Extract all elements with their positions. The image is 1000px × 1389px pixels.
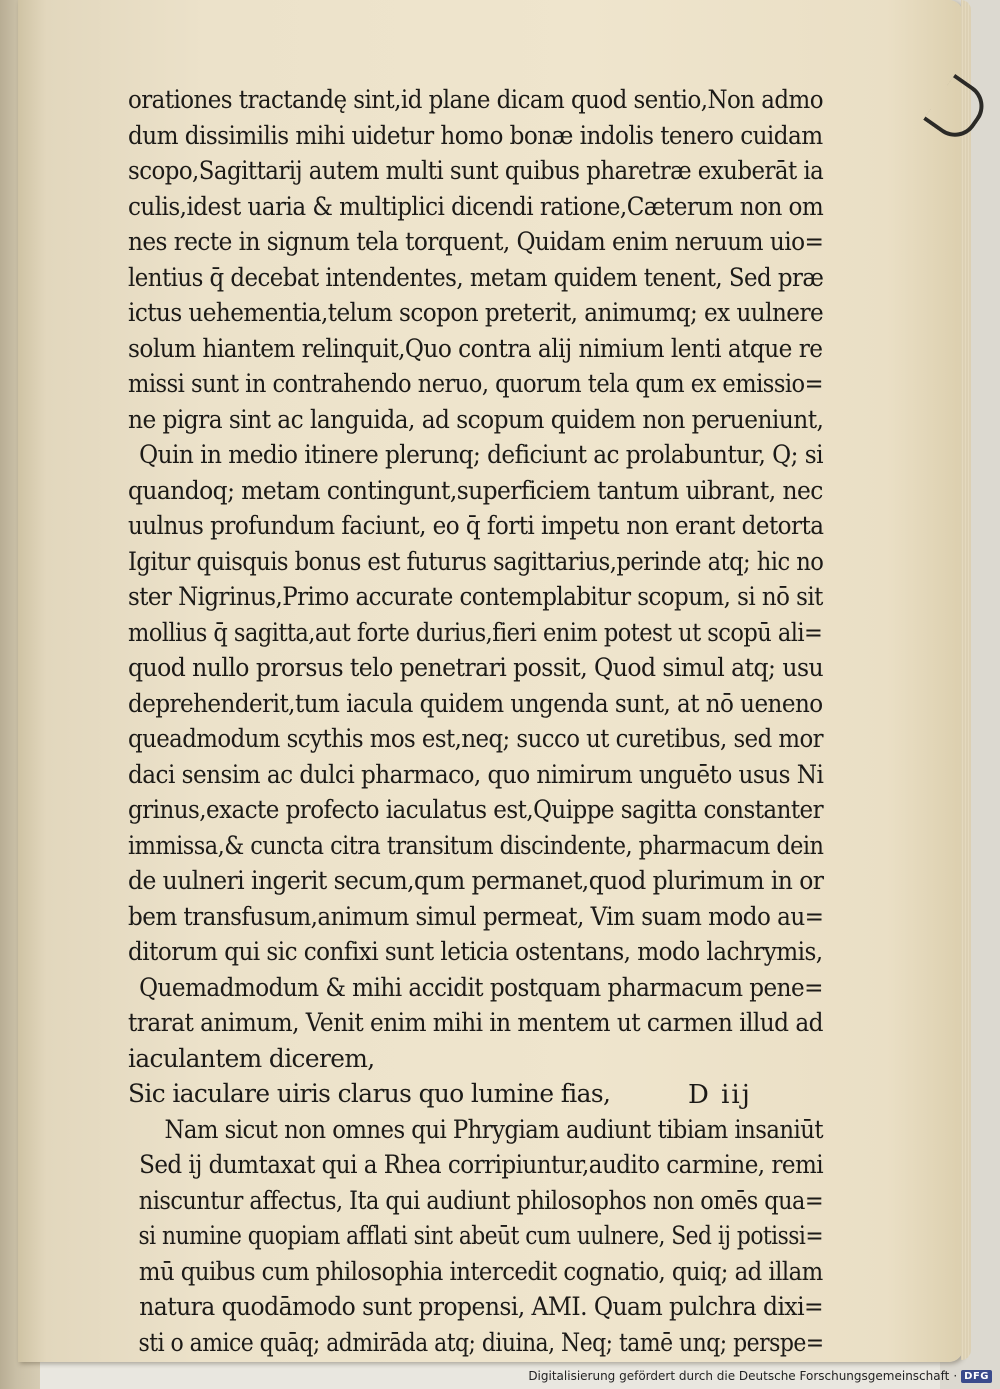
text-line: mū quibus cum philosophia intercedit cognatio, quiq; ad illam	[138, 1256, 823, 1286]
footer-separator: ·	[953, 1369, 958, 1383]
text-line: Quemadmodum & mihi accidit postquam pharmacum pene=	[139, 972, 823, 1002]
signature-mark: D iij	[688, 1080, 752, 1110]
text-line: Sed ij dumtaxat qui a Rhea corripiuntur,audito carmine, remi	[139, 1150, 824, 1179]
dfg-logo: DFG	[961, 1370, 992, 1383]
text-line: daci sensim ac dulci pharmaco, quo nimirum unguēto usus Ni	[128, 759, 824, 789]
text-line: nes recte in signum tela torquent, Quidam enim neruum uio=	[128, 227, 824, 256]
text-line: ditorum qui sic confixi sunt leticia ostentans, modo lachrymis,	[128, 937, 823, 966]
text-line: trarat animum, Venit enim mihi in mentem ut carmen illud ad	[128, 1008, 823, 1037]
verse-line: Sic iaculare uiris clarus quo lumine fias,	[128, 1079, 611, 1108]
page-edge	[961, 0, 971, 1360]
text-line: niscuntur affectus, Ita qui audiunt philosophos non omēs qua=	[138, 1185, 824, 1215]
text-line: culis,idest uaria & multiplici dicendi ratione,Cæterum non om	[128, 191, 824, 221]
text-line: ictus uehementia,telum scopon preterit, animumq; ex uulnere	[128, 298, 824, 327]
text-line: Quin in medio itinere plerunq; deficiunt ac prolabuntur, Q; si	[139, 440, 823, 469]
text-line: queadmodum scythis mos est,neq; succo ut curetibus, sed mor	[128, 724, 824, 753]
text-line: grinus,exacte profecto iaculatus est,Quippe sagitta constanter	[128, 795, 824, 824]
text-line: deprehenderit,tum iacula quidem ungenda sunt, at nō ueneno	[128, 688, 823, 718]
text-line: si numine quopiam afflati sint abeūt cum uulnere, Sed ij potissi=	[138, 1221, 824, 1250]
text-line: quod nullo prorsus telo penetrari possit, Quod simul atq; usu	[128, 653, 824, 682]
text-line: immissa,& cuncta citra transitum discindente, pharmacum dein	[128, 830, 824, 860]
text-line: mollius q̄ sagitta,aut forte durius,fieri enim potest ut scopū ali=	[128, 617, 823, 647]
text-line: solum hiantem relinquit,Quo contra alij nimium lenti atque re	[128, 333, 823, 363]
text-line: ne pigra sint ac languida, ad scopum quidem non perueniunt,	[128, 404, 824, 434]
text-line: uulnus profundum faciunt, eo q̄ forti impetu non erant detorta	[128, 511, 824, 540]
footer-text: Digitalisierung gefördert durch die Deutsche Forschungsgemeinschaft	[528, 1369, 950, 1383]
page-text	[128, 82, 828, 1360]
paragraph-start-line: Nam sicut non omnes qui Phrygiam audiunt tibiam insaniūt	[164, 1114, 823, 1144]
text-line: bem transfusum,animum simul permeat, Vim suam modo au=	[128, 901, 824, 931]
text-line: lentius q̄ decebat intendentes, metam quidem tenent, Sed præ	[128, 262, 824, 292]
text-line: dum dissimilis mihi uidetur homo bonæ indolis tenero cuidam	[128, 120, 823, 150]
text-line: sti o amice quāq; admirāda atq; diuina, Neq; tamē unq; perspe=	[138, 1327, 824, 1357]
text-line: missi sunt in contrahendo neruo, quorum tela qum ex emissio=	[128, 369, 823, 398]
text-line: quandoq; metam contingunt,superficiem tantum uibrant, nec	[128, 475, 823, 505]
text-line: ster Nigrinus,Primo accurate contemplabitur scopum, si nō sit	[128, 582, 823, 611]
text-line: natura quodāmodo sunt propensi, AMI. Quam pulchra dixi=	[139, 1292, 824, 1321]
text-line: orationes tractandę sint,id plane dicam quod sentio,Non admo	[128, 85, 823, 114]
text-line: Igitur quisquis bonus est futurus sagittarius,perinde atq; hic no	[128, 546, 824, 576]
text-line: iaculantem dicerem,	[128, 1043, 375, 1073]
digitization-footer	[528, 1367, 992, 1385]
text-line: scopo,Sagittarij autem multi sunt quibus pharetræ exuberāt ia	[128, 156, 824, 185]
text-line: de uulneri ingerit secum,qum permanet,quod plurimum in or	[128, 866, 824, 895]
